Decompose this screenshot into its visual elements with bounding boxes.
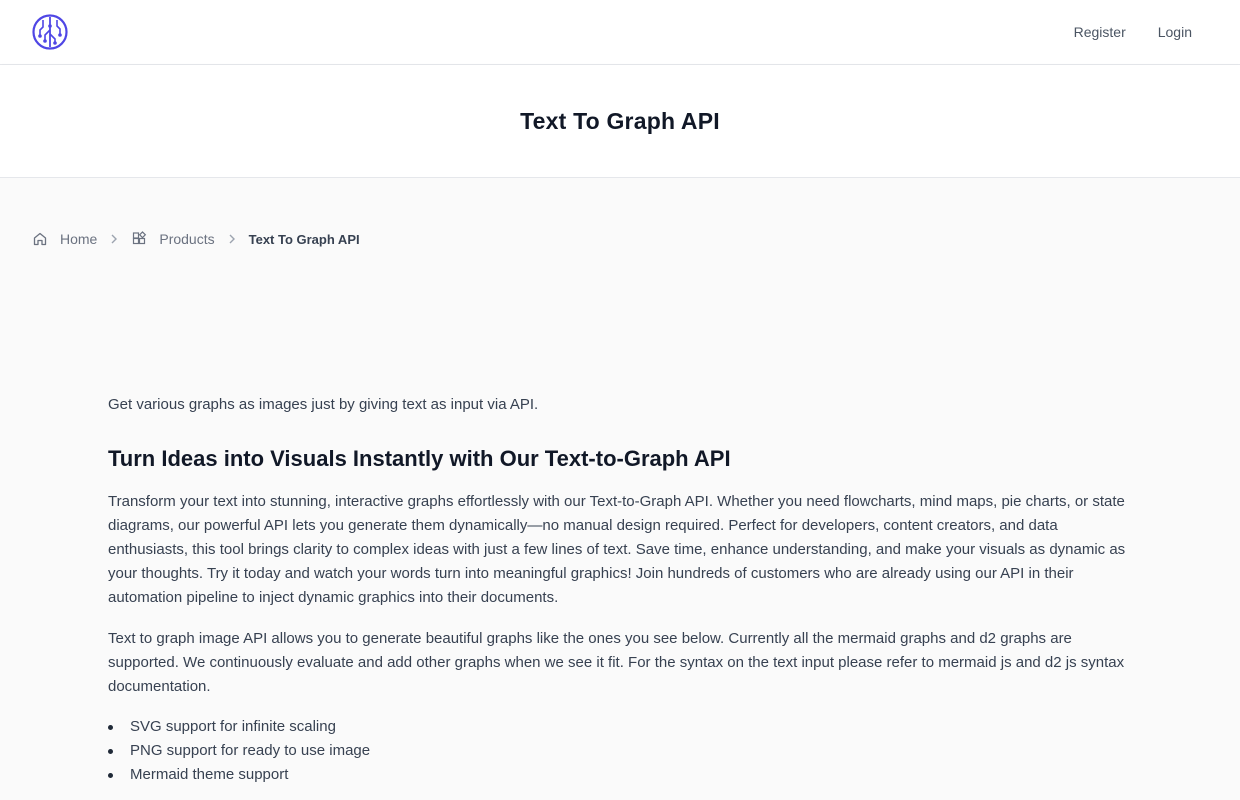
description-paragraph-1: Transform your text into stunning, interactive graphs effortlessly with our Text-to-Graph API. Whether you need flowcharts, mind maps, pie charts, or state diagrams, our powerful API lets you generate them dynamically—no manual design required. Perfect for developers, content creators, and data enthusiasts, this tool brings clarity to complex ideas with just a few lines of text. Save time, enhance understanding, and make your visuals as dynamic as your thoughts. Try it today and watch your words turn into meaningful graphics! Join hundreds of customers who are already using our API in their automation pipeline to inject dynamic graphics into their documents. <box>108 493 1126 606</box>
section-heading: Turn Ideas into Visuals Instantly with Our Text-to-Graph API <box>108 446 731 471</box>
intro-text: Get various graphs as images just by giving text as input via API. <box>108 396 539 413</box>
title-band <box>0 65 1240 178</box>
breadcrumb-home-label: Home <box>60 231 98 247</box>
register-link[interactable]: Register <box>1073 24 1126 40</box>
breadcrumb-current: Text To Graph API <box>248 231 360 247</box>
auth-links <box>1074 0 1192 64</box>
feature-list <box>108 715 1128 787</box>
logo-icon[interactable] <box>32 14 68 50</box>
feature-item: PNG support for ready to use image <box>108 739 1128 763</box>
top-navbar <box>0 0 1240 65</box>
breadcrumb-home[interactable] <box>32 231 97 247</box>
feature-item: SVG support for infinite scaling <box>108 715 1128 739</box>
products-icon <box>131 231 147 247</box>
chevron-right-icon <box>109 233 119 245</box>
product-description <box>108 394 1128 787</box>
login-link[interactable]: Login <box>1157 24 1192 40</box>
feature-item: Mermaid theme support <box>108 763 1128 787</box>
breadcrumb <box>32 229 360 249</box>
description-paragraph-2: Text to graph image API allows you to generate beautiful graphs like the ones you see below. Currently all the mermaid graphs and d2 graphs are supported. We continuously evaluate and add other graphs when we see it fit. For the syntax on the text input please refer to mermaid js and d2 js syntax documentation. <box>108 630 1125 695</box>
home-icon <box>32 231 48 247</box>
breadcrumb-products-label: Products <box>159 231 215 247</box>
page-title: Text To Graph API <box>520 107 720 134</box>
chevron-right-icon <box>227 233 237 245</box>
breadcrumb-products[interactable] <box>131 231 214 247</box>
